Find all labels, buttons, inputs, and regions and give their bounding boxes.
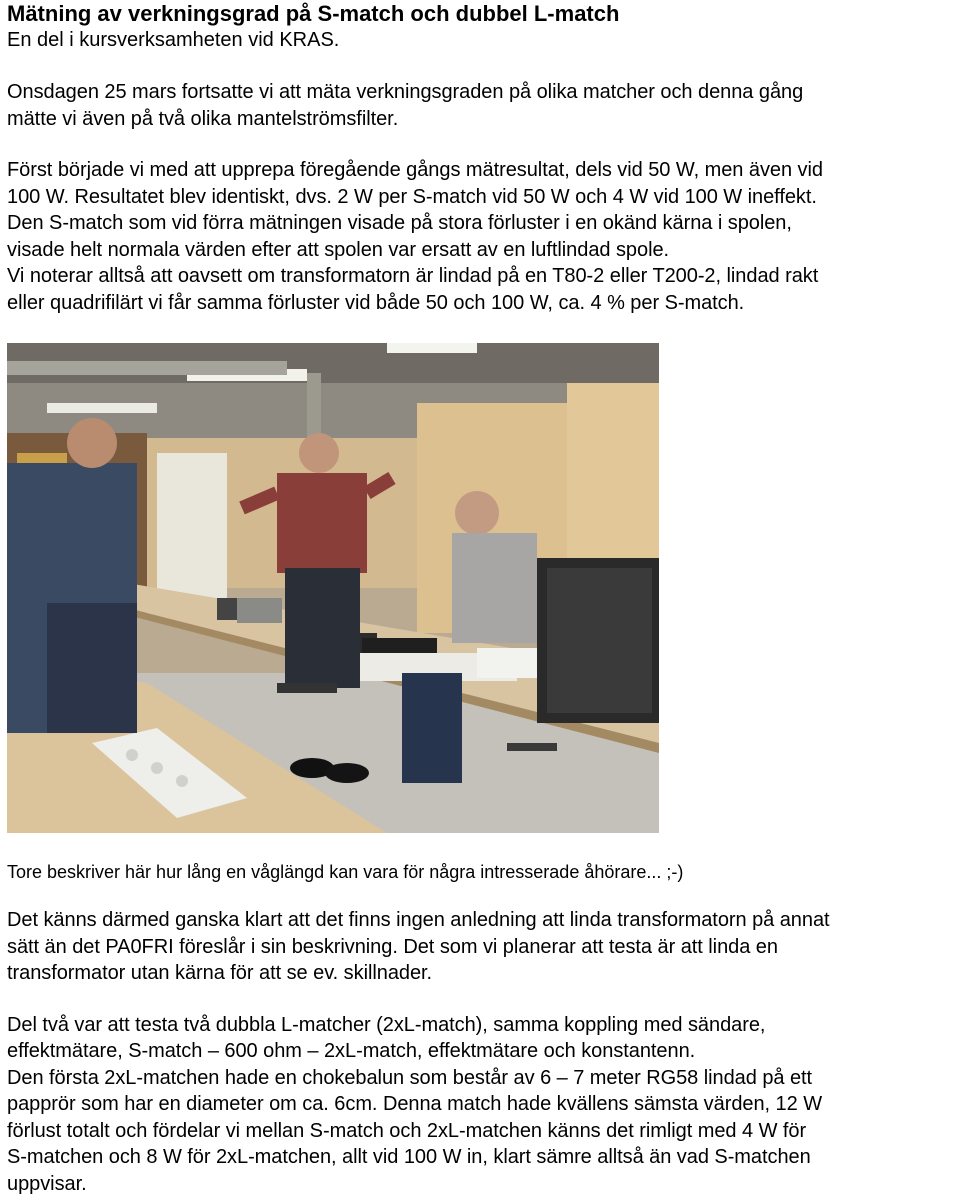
conclusion-line: Det känns därmed ganska klart att det finns ingen anledning att linda transformatorn på annat [7,909,830,931]
results-line: Vi noterar alltså att oavsett om transformatorn är lindad på en T80-2 eller T200-2, lindad rakt [7,265,819,287]
conclusion-line: sätt än det PA0FRI föreslår i sin beskrivning. Det som vi planerar att testa är att linda en [7,935,778,958]
part-two-line: papprör som har en diameter om ca. 6cm. Denna match hade kvällens sämsta värden, 12 W [7,1093,823,1115]
results-line: Den S-match som vid förra mätningen visade på stora förluster i en okänd kärna i spolen, [7,212,792,234]
intro-line: mätte vi även på två olika mantelströmsfilter. [7,107,399,130]
conclusion-line: transformator utan kärna för att se ev. skillnader. [7,962,433,984]
document-body [7,0,957,316]
intro-line: Onsdagen 25 mars fortsatte vi att mäta verkningsgraden på olika matcher och denna gång [7,81,804,103]
document-subtitle: En del i kursverksamheten vid KRAS. [7,29,340,51]
results-paragraph [7,157,957,316]
results-line: 100 W. Resultatet blev identiskt, dvs. 2 W per S-match vid 50 W och 4 W vid 100 W ineffekt. [7,185,817,208]
results-line: eller quadrifilärt vi får samma förluster vid både 50 och 100 W, ca. 4 % per S-match. [7,291,745,314]
part-two-line: uppvisar. [7,1172,87,1195]
workshop-photo [7,343,659,833]
document-title: Mätning av verkningsgrad på S-match och dubbel L-match [7,1,620,26]
photo-caption: Tore beskriver här hur lång en våglängd kan vara för några intresserade åhörare... ;-) [7,862,684,882]
intro-paragraph [7,79,957,132]
conclusion-paragraph [7,907,959,987]
part-two-paragraph [7,1012,959,1198]
part-two-line: Del två var att testa två dubbla L-matcher (2xL-match), samma koppling med sändare, [7,1013,766,1036]
results-line: visade helt normala värden efter att spolen var ersatt av en luftlindad spole. [7,238,670,261]
document-body-continued [7,907,959,1197]
part-two-line: förlust totalt och fördelar vi mellan S-match och 2xL-matchen känns det rimligt med 4 W för [7,1119,807,1142]
results-line: Först började vi med att upprepa föregående gångs mätresultat, dels vid 50 W, men även vid [7,159,823,181]
part-two-line: S-matchen och 8 W för 2xL-matchen, allt vid 100 W in, klart sämre alltså än vad S-matchen [7,1146,811,1168]
part-two-line: effektmätare, S-match – 600 ohm – 2xL-match, effektmätare och konstantenn. [7,1040,696,1062]
part-two-line: Den första 2xL-matchen hade en chokebalun som består av 6 – 7 meter RG58 lindad på ett [7,1066,813,1089]
